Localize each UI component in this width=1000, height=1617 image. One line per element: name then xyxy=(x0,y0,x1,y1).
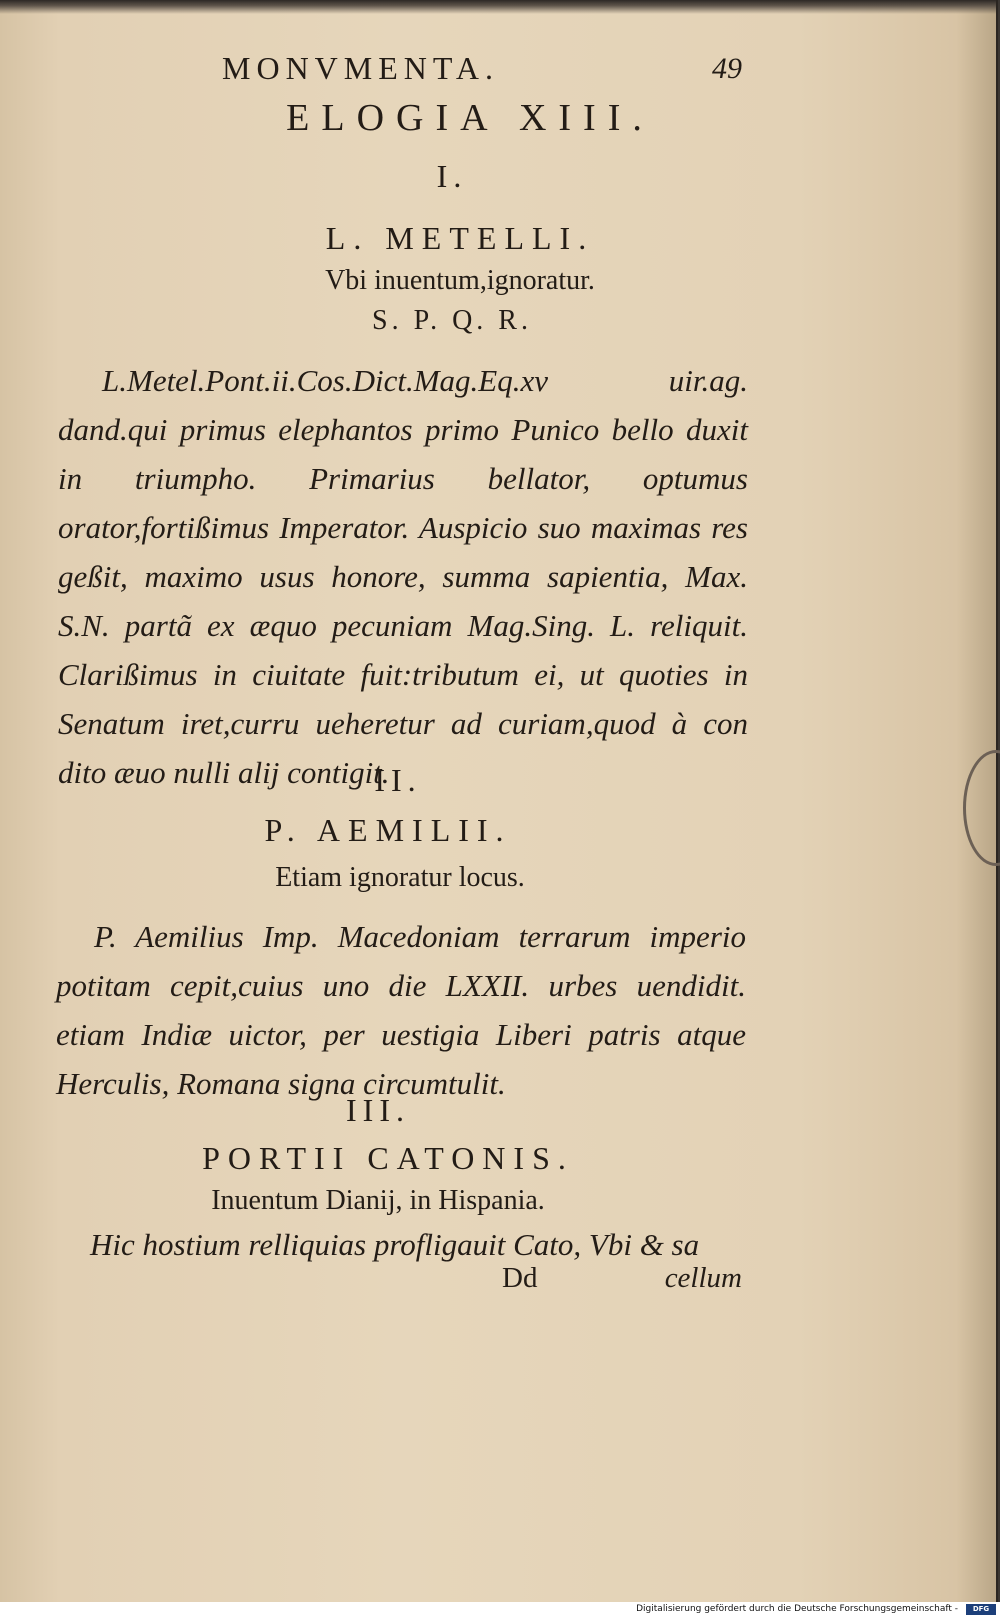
text-paragraph: L.Metel.Pont.ii.Cos.Dict.Mag.Eq.xv uir.ag. dand.qui primus elephantos primo Punico bello duxit in triumpho. Primarius bellator, optumus orator,fortißimus Imperator. Auspicio suo maximas res geßit, maximo usus honore, summa sapientia, Max. S.N. partã ex æquo pecuniam Mag.Sing. L. reliquit. Clarißimus in ciuitate fuit:tributum ei, ut quoties in Senatum iret,curru ueheretur ad curiam,quod à con dito æuo nulli alij contigit. xyxy=(58,363,748,790)
running-head: MONVMENTA. xyxy=(222,50,499,86)
text-paragraph: P. Aemilius Imp. Macedoniam terrarum imperio potitam cepit,cuius uno die LXXII. urbes uendidit. etiam Indiæ uictor, per uestigia Liberi patris atque Herculis, Romana signa circumtulit. xyxy=(56,919,746,1101)
digitization-footer xyxy=(0,1602,1000,1617)
section-name-2: P. AEMILII. xyxy=(264,812,512,848)
catchword: cellum xyxy=(664,1262,742,1294)
section-note-2: Etiam ignoratur locus. xyxy=(275,862,525,893)
section-name-1: L. METELLI. xyxy=(325,220,595,256)
section-text-1 xyxy=(58,356,748,790)
section-number-1: I. xyxy=(436,158,468,194)
section-text-2 xyxy=(56,912,746,1101)
section-title: ELOGIA XIII. xyxy=(286,97,654,139)
section-name-3: PORTII CATONIS. xyxy=(202,1140,574,1176)
section-note-1: Vbi inuentum,ignoratur. xyxy=(325,265,595,296)
page-number: 49 xyxy=(712,52,742,85)
section-number-3: III. xyxy=(346,1092,410,1128)
page-clip xyxy=(963,750,1000,866)
dfg-logo: DFG xyxy=(966,1604,996,1615)
signature-mark: Dd xyxy=(502,1262,538,1294)
text-paragraph: Hic hostium relliquias profligauit Cato, Vbi & sa xyxy=(90,1227,700,1262)
section-number-2: II. xyxy=(374,762,422,798)
section-note-3: Inuentum Dianij, in Hispania. xyxy=(211,1185,545,1216)
footer-text: Digitalisierung gefördert durch die Deutsche Forschungsgemeinschaft - xyxy=(636,1604,958,1614)
section-note2-1: S. P. Q. R. xyxy=(372,305,532,336)
catchline xyxy=(502,1262,742,1295)
